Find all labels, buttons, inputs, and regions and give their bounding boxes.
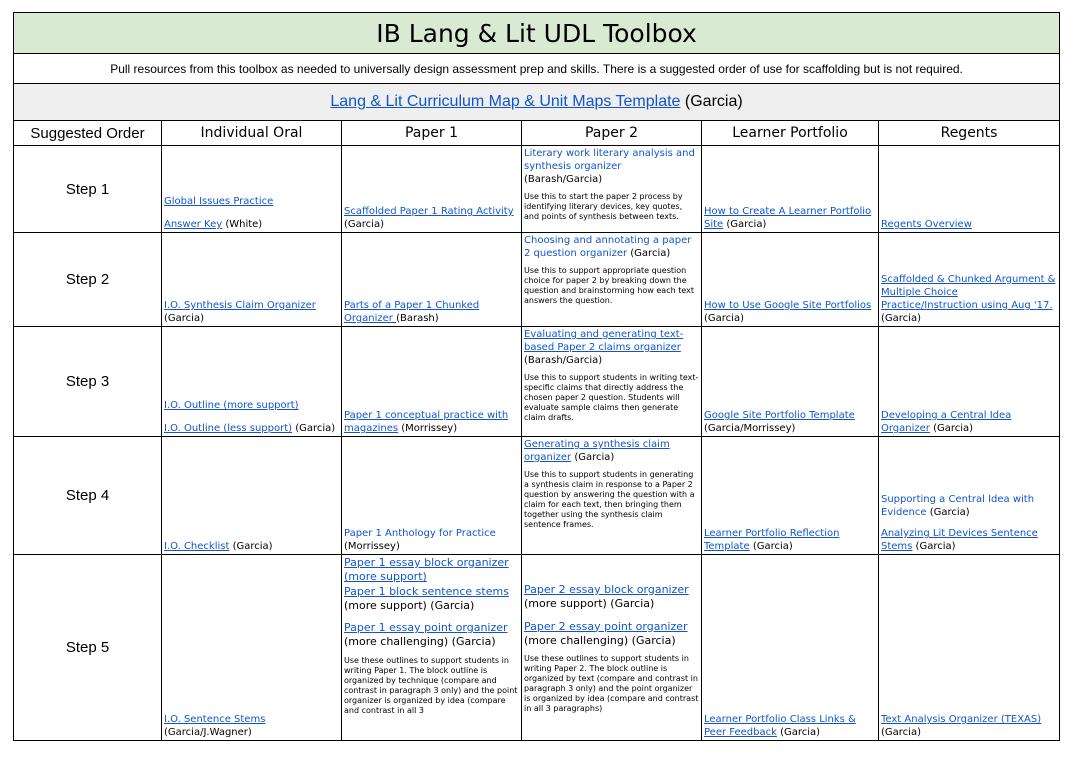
- paper2-link[interactable]: Paper 2 essay block organizer: [524, 583, 689, 596]
- paper2-description: Use this to start the paper 2 process by identifying literary devices, key quotes, and points of synthesis between texts.: [524, 192, 683, 221]
- oral-cell: [162, 146, 342, 233]
- oral-link[interactable]: I.O. Checklist: [164, 541, 230, 552]
- oral-cell: [162, 437, 342, 555]
- paper2-cell: [522, 146, 702, 233]
- oral-link[interactable]: Global Issues Practice: [164, 196, 274, 207]
- author-text: (Garcia): [723, 219, 767, 230]
- oral-link[interactable]: I.O. Outline (more support): [164, 400, 299, 411]
- answer-key-link[interactable]: Answer Key: [164, 219, 223, 230]
- regents-link[interactable]: Regents Overview: [881, 219, 972, 230]
- author-text: (more challenging) (Garcia): [344, 635, 496, 649]
- author-text: (Garcia): [344, 219, 384, 230]
- oral-link[interactable]: I.O. Outline (less support): [164, 423, 293, 434]
- author-text: (more support) (Garcia): [344, 598, 475, 612]
- curriculum-map-link[interactable]: Lang & Lit Curriculum Map & Unit Maps Template: [330, 93, 681, 110]
- author-text: (Garcia): [229, 541, 273, 552]
- paper2-description: Use these outlines to support students in writing Paper 2. The block outline is organized by text (compare and contrast in paragraph 3 only) and the point organizer is organized by idea (compare and contrast in all 3 paragraphs): [524, 654, 699, 714]
- portfolio-cell: [702, 327, 879, 437]
- regents-link[interactable]: Analyzing Lit Devices Sentence Stems: [881, 528, 1038, 552]
- step-label: Step 2: [14, 233, 162, 327]
- author-text: (Garcia): [292, 423, 336, 434]
- paper1-link[interactable]: Parts of a Paper 1 Chunked Organizer: [344, 300, 480, 324]
- author-text: (Garcia/Morrissey): [704, 423, 796, 434]
- author-text: (Garcia): [929, 423, 974, 434]
- paper1-cell: [342, 555, 522, 741]
- paper2-cell: [522, 233, 702, 327]
- regents-link[interactable]: Scaffolded & Chunked Argument & Multiple Choice Practice/Instruction using Aug '17.: [881, 274, 1056, 311]
- paper1-cell: [342, 327, 522, 437]
- paper1-link[interactable]: Paper 1 essay block organizer (more support): [344, 556, 509, 584]
- author-text: (more challenging) (Garcia): [524, 633, 676, 647]
- author-text: (Garcia/J.Wagner): [164, 727, 252, 738]
- oral-cell: [162, 233, 342, 327]
- paper2-link[interactable]: Literary work literary analysis and synthesis organizer: [524, 148, 695, 172]
- header-paper-1: Paper 1: [342, 121, 522, 146]
- header-individual-oral: Individual Oral: [162, 121, 342, 146]
- author-text: (Morrissey): [398, 423, 458, 434]
- paper2-link[interactable]: Evaluating and generating text-based Paper 2 claims organizer: [524, 329, 684, 353]
- author-text: (Barash/Garcia): [524, 355, 603, 366]
- portfolio-cell: [702, 146, 879, 233]
- author-text: (Garcia): [912, 541, 956, 552]
- step-label: Step 5: [14, 555, 162, 741]
- paper1-cell: [342, 233, 522, 327]
- author-text: (Garcia): [776, 727, 821, 738]
- step-label: Step 3: [14, 327, 162, 437]
- paper2-cell: [522, 437, 702, 555]
- oral-link[interactable]: I.O. Synthesis Claim Organizer: [164, 300, 316, 311]
- curriculum-map-author: (Garcia): [680, 93, 743, 110]
- portfolio-link[interactable]: How to Create A Learner Portfolio Site: [704, 206, 872, 230]
- paper1-link[interactable]: Paper 1 Anthology for Practice: [344, 528, 496, 539]
- author-text: (Barash): [396, 313, 439, 324]
- paper1-link[interactable]: Scaffolded Paper 1 Rating Activity: [344, 206, 514, 217]
- paper2-cell: [522, 327, 702, 437]
- curriculum-map-row: [14, 84, 1060, 121]
- header-learner-portfolio: Learner Portfolio: [702, 121, 879, 146]
- header-regents: Regents: [879, 121, 1060, 146]
- author-text: (more support) (Garcia): [524, 597, 655, 611]
- regents-cell: [879, 146, 1060, 233]
- toolbox-title: IB Lang & Lit UDL Toolbox: [14, 13, 1060, 54]
- paper1-link[interactable]: Paper 1 conceptual practice with magazines: [344, 410, 509, 434]
- step-row: [14, 327, 1060, 437]
- paper1-description: Use these outlines to support students in writing Paper 1. The block outline is organized by technique (compare and contrast in paragraph 3 only) and the point organizer is organized by idea (compare and contrast in all 3: [344, 655, 518, 715]
- author-text: (Garcia): [749, 541, 793, 552]
- paper2-cell: [522, 555, 702, 741]
- portfolio-link[interactable]: Learner Portfolio Reflection Template: [704, 528, 840, 552]
- oral-link[interactable]: I.O. Sentence Stems: [164, 714, 266, 725]
- paper2-description: Use this to support students in writing text-specific claims that directly address the chosen paper 2 question. Students will evaluate sample claims then generate claim drafts.: [524, 373, 699, 422]
- author-text: (Garcia): [926, 507, 970, 518]
- paper1-cell: [342, 146, 522, 233]
- regents-cell: [879, 437, 1060, 555]
- author-text: (White): [222, 219, 263, 230]
- regents-link[interactable]: Text Analysis Organizer (TEXAS): [881, 714, 1042, 725]
- portfolio-link[interactable]: How to Use Google Site Portfolios: [704, 300, 872, 311]
- author-text: (Barash/Garcia): [524, 174, 603, 185]
- portfolio-link[interactable]: Google Site Portfolio Template: [704, 410, 855, 421]
- regents-link[interactable]: Developing a Central Idea Organizer: [881, 410, 1012, 434]
- portfolio-cell: [702, 555, 879, 741]
- author-text: (Garcia): [164, 313, 204, 324]
- regents-cell: [879, 233, 1060, 327]
- regents-link[interactable]: Supporting a Central Idea with Evidence: [881, 494, 1035, 518]
- author-text: (Garcia): [881, 727, 921, 738]
- oral-cell: [162, 555, 342, 741]
- paper2-link[interactable]: Choosing and annotating a paper 2 question organizer: [524, 235, 692, 259]
- toolbox-table: [13, 12, 1060, 741]
- paper2-link[interactable]: Paper 2 essay point organizer: [524, 619, 688, 633]
- author-text: (Garcia): [571, 452, 615, 463]
- regents-cell: [879, 555, 1060, 741]
- author-text: (Garcia): [627, 248, 671, 259]
- paper2-link[interactable]: Generating a synthesis claim organizer: [524, 439, 670, 463]
- step-label: Step 1: [14, 146, 162, 233]
- paper1-cell: [342, 437, 522, 555]
- portfolio-cell: [702, 233, 879, 327]
- step-row: [14, 233, 1060, 327]
- step-row: [14, 437, 1060, 555]
- step-label: Step 4: [14, 437, 162, 555]
- intro-text: Pull resources from this toolbox as needed to universally design assessment prep and skills. There is a suggested order of use for scaffolding but is not required.: [14, 54, 1060, 84]
- step-row: [14, 146, 1060, 233]
- header-paper-2: Paper 2: [522, 121, 702, 146]
- step-row: [14, 555, 1060, 741]
- header-suggested-order: Suggested Order: [14, 121, 162, 146]
- portfolio-cell: [702, 437, 879, 555]
- author-text: (Garcia): [704, 313, 744, 324]
- portfolio-link[interactable]: Learner Portfolio Class Links & Peer Feedback: [704, 714, 856, 738]
- paper1-link[interactable]: Paper 1 essay point organizer: [344, 621, 508, 635]
- author-text: (Morrissey): [344, 541, 400, 552]
- column-header-row: [14, 121, 1060, 146]
- paper2-description: Use this to support students in generating a synthesis claim in response to a Paper 2 question by answering the question with a claim for each text, then bringing them together using the synthesis claim sentence frames.: [524, 470, 695, 529]
- author-text: (Garcia): [881, 313, 921, 324]
- oral-cell: [162, 327, 342, 437]
- regents-cell: [879, 327, 1060, 437]
- paper2-description: Use this to support appropriate question choice for paper 2 by breaking down the question and brainstorming how each text answers the question.: [524, 266, 694, 305]
- paper1-link[interactable]: Paper 1 block sentence stems: [344, 584, 509, 598]
